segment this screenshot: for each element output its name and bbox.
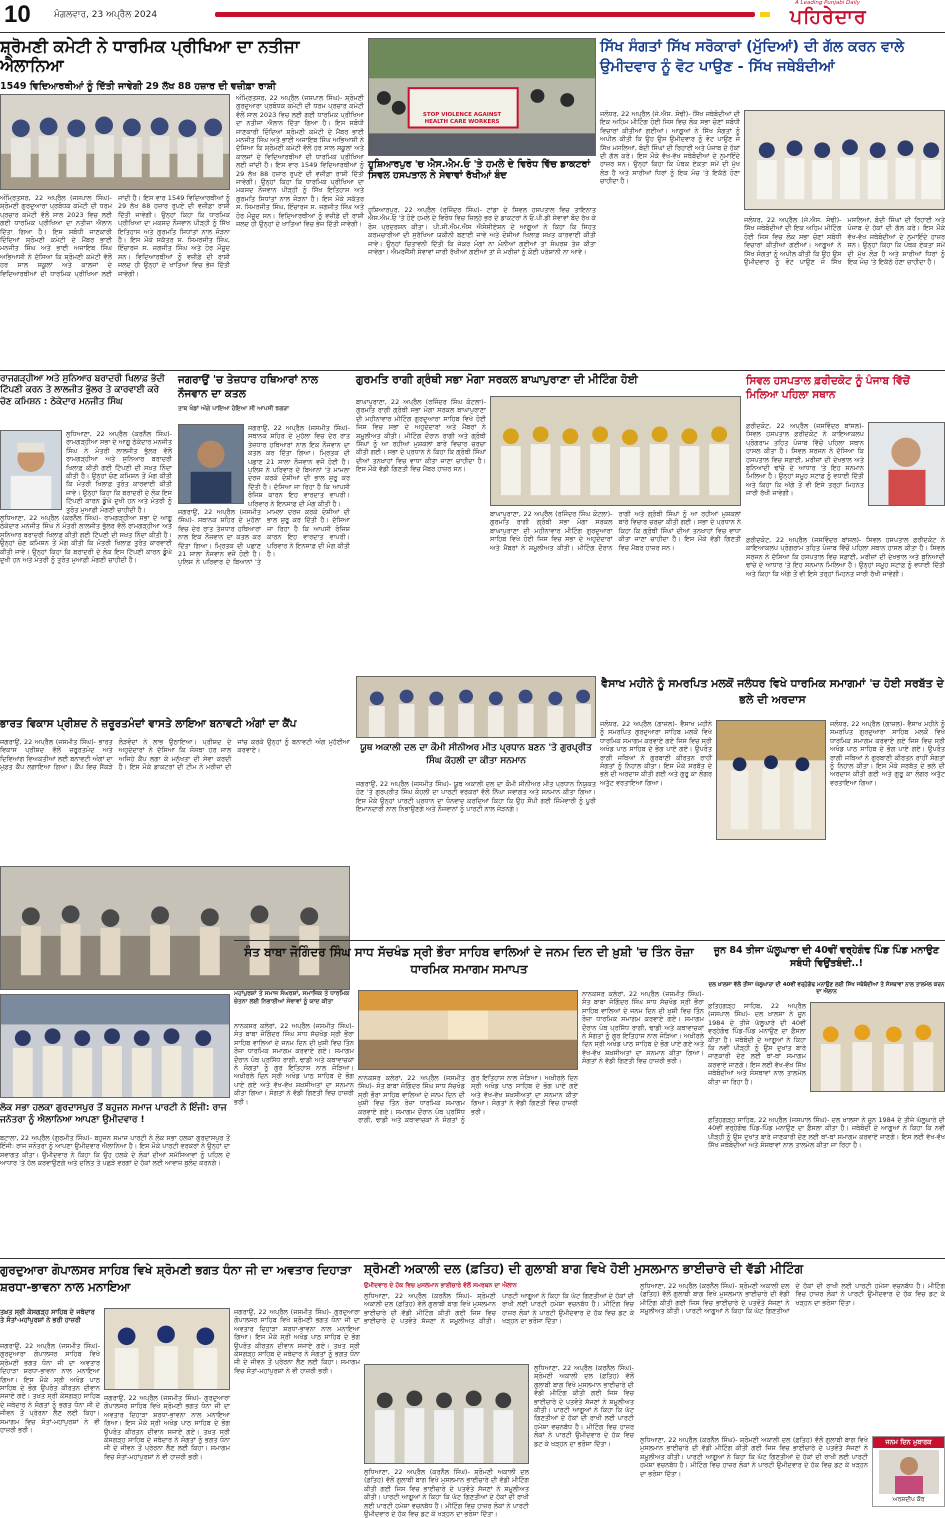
row-divider-1 — [0, 370, 945, 371]
article-body: ਹੁਸ਼ਿਆਰਪੁਰ, 22 ਅਪ੍ਰੈਲ (ਰਜਿੰਦਰ ਸਿੰਘ)- ਟਾਂਡਾ ਦੇ ਸਿਵਲ ਹਸਪਤਾਲ ਵਿਚ ਤਾਇਨਾਤ ਐਸ.ਐਮ.ਓ 'ਤੇ ਹੋਏ ਹਮਲੇ ਦੇ ਵਿਰੋਧ ਵਿਚ ਜ਼ਿਲ੍ਹੇ ਭਰ ਦੇ ਡਾਕਟਰਾਂ ਨੇ ਓ.ਪੀ.ਡੀ ਸੇਵਾਵਾਂ ਬੰਦ ਰੱਖ ਕੇ ਰੋਸ ਪ੍ਰਦਰਸ਼ਨ ਕੀਤਾ। ਪੀ.ਸੀ.ਐਮ.ਐਸ ਐਸੋਸੀਏਸ਼ਨ ਦੇ ਆਗੂਆਂ ਨੇ ਕਿਹਾ ਕਿ ਸਿਹਤ ਕਰਮਚਾਰੀਆਂ ਦੀ ਸੁਰੱਖਿਆ ਯਕੀਨੀ ਬਣਾਈ ਜਾਵੇ ਅਤੇ ਦੋਸ਼ੀਆਂ ਖਿਲਾਫ਼ ਸਖ਼ਤ ਕਾਰਵਾਈ ਕੀਤੀ ਜਾਵੇ। ਉਨ੍ਹਾਂ ਚਿਤਾਵਨੀ ਦਿੱਤੀ ਕਿ ਜੇਕਰ ਮੰਗਾਂ ਨਾ ਮੰਨੀਆਂ ਗਈਆਂ ਤਾਂ ਸੰਘਰਸ਼ ਤੇਜ਼ ਕੀਤਾ ਜਾਵੇਗਾ। ਐਮਰਜੈਂਸੀ ਸੇਵਾਵਾਂ ਜਾਰੀ ਰੱਖੀਆਂ ਗਈਆਂ ਤਾਂ ਜੋ ਮਰੀਜ਼ਾਂ ਨੂੰ ਕੋਈ ਪਰੇਸ਼ਾਨੀ ਨਾ ਆਵੇ। — [368, 206, 596, 257]
article-headline: ਗੁਰਮਤਿ ਰਾਗੀ ਗ੍ਰੰਥੀ ਸਭਾ ਮੋਗਾ ਸਰਕਲ ਬਾਘਾਪੁਰਾਣਾ ਦੀ ਮੀਟਿੰਗ ਹੋਈ — [356, 373, 638, 386]
article-headline: ਜੂਨ 84 ਤੀਜਾ ਘੱਲੂਘਾਰਾ ਦੀ 40ਵੀਂ ਵਰ੍ਹੇਗੰਢ ਪਿੰਡ ਪਿੰਡ ਮਨਾਉਣ ਸਬੰਧੀ ਵਿਉਂਤਬੰਦੀ..! — [713, 945, 940, 970]
article-headline: ਵੈਸਾਖ ਮਹੀਨੇ ਨੂੰ ਸਮਰਪਿਤ ਮਲਕੋਂ ਜਲੰਧਰ ਵਿਖੇ ਧਾਰਮਿਕ ਸਮਾਗਮਾਂ 'ਚ ਹੋਈ ਸਰਬੱਤ ਦੇ ਭਲੇ ਦੀ ਅਰਦਾਸ — [601, 677, 944, 706]
article-vaisakh-malkon — [600, 676, 945, 938]
article-subhead: ਉਮੀਦਵਾਰ ਦੇ ਹੱਕ ਵਿਚ ਮੁਸਲਮਾਨ ਭਾਈਚਾਰੇ ਵੱਲੋਂ ਸਮਰਥਨ ਦਾ ਐਲਾਨ — [364, 1282, 517, 1289]
article-body-continued-2: ਜਗਰਾਉਂ, 22 ਅਪ੍ਰੈਲ (ਜਸਮੀਤ ਸਿੰਘ)- ਗੁਰਦੁਆਰਾ ਗੋਪਾਲਸਰ ਸਾਹਿਬ ਵਿਖੇ ਸ਼੍ਰੋਮਣੀ ਭਗਤ ਧੰਨਾ ਜੀ ਦਾ ਅਵਤਾਰ ਦਿਹਾੜਾ ਸ਼ਰਧਾ-ਭਾਵਨਾ ਨਾਲ ਮਨਾਇਆ ਗਿਆ। ਇਸ ਮੌਕੇ ਸ੍ਰੀ ਅਖੰਡ ਪਾਠ ਸਾਹਿਬ ਦੇ ਭੋਗ ਉਪਰੰਤ ਕੀਰਤਨ ਦੀਵਾਨ ਸਜਾਏ ਗਏ। ਤਖ਼ਤ ਸ੍ਰੀ ਕੇਸਗੜ੍ਹ ਸਾਹਿਬ ਦੇ ਜਥੇਦਾਰ ਨੇ ਸੰਗਤਾਂ ਨੂੰ ਭਗਤ ਧੰਨਾ ਜੀ ਦੇ ਜੀਵਨ ਤੋਂ ਪ੍ਰੇਰਨਾ ਲੈਣ ਲਈ ਕਿਹਾ। ਸਮਾਗਮ ਵਿਚ ਸੰਤਾਂ-ਮਹਾਂਪੁਰਸ਼ਾਂ ਨੇ ਵੀ ਹਾਜ਼ਰੀ ਭਰੀ। — [234, 1308, 360, 1375]
article-headline: ਗੁਰਦੁਆਰਾ ਗੋਪਾਲਸਰ ਸਾਹਿਬ ਵਿਖੇ ਸ਼੍ਰੋਮਣੀ ਭਗਤ ਧੰਨਾ ਜੀ ਦਾ ਅਵਤਾਰ ਦਿਹਾੜਾ ਸ਼ਰਧਾ-ਭਾਵਨਾ ਨਾਲ ਮਨਾਇਆ — [0, 1263, 352, 1295]
masthead-tagline: A Leading Punjabi Daily — [795, 0, 860, 6]
masthead-stripe-yellow — [760, 12, 770, 17]
meeting-photo-1 — [744, 110, 945, 210]
ardas-photo — [716, 720, 826, 840]
article-body-continued: ਅੰਮ੍ਰਿਤਸਰ, 22 ਅਪ੍ਰੈਲ (ਜਸਪਾਲ ਸਿੰਘ)- ਸ਼੍ਰੋਮਣੀ ਗੁਰਦੁਆਰਾ ਪ੍ਰਬੰਧਕ ਕਮੇਟੀ ਦੀ ਧਰਮ ਪ੍ਰਚਾਰ ਕਮੇਟੀ ਵੱਲੋਂ ਸਾਲ 2023 ਵਿਚ ਲਈ ਗਈ ਧਾਰਮਿਕ ਪ੍ਰੀਖਿਆ ਦਾ ਨਤੀਜਾ ਐਲਾਨ ਦਿੱਤਾ ਗਿਆ ਹੈ। ਇਸ ਸਬੰਧੀ ਜਾਣਕਾਰੀ ਦਿੰਦਿਆਂ ਸ਼੍ਰੋਮਣੀ ਕਮੇਟੀ ਦੇ ਮੈਂਬਰ ਭਾਈ ਮਨਜੀਤ ਸਿੰਘ ਅਤੇ ਭਾਈ ਅਜਾਇਬ ਸਿੰਘ ਅਭਿਆਸੀ ਨੇ ਦੱਸਿਆ ਕਿ ਸ਼੍ਰੋਮਣੀ ਕਮੇਟੀ ਵੱਲੋਂ ਹਰ ਸਾਲ ਸਕੂਲਾਂ ਅਤੇ ਕਾਲਜਾਂ ਦੇ ਵਿਦਿਆਰਥੀਆਂ ਦੀ ਧਾਰਮਿਕ ਪ੍ਰੀਖਿਆ ਲਈ ਜਾਂਦੀ ਹੈ। ਇਸ ਵਾਰ 1549 ਵਿਦਿਆਰਥੀਆਂ ਨੂੰ 29 ਲੱਖ 88 ਹਜ਼ਾਰ ਰੁਪਏ ਦੀ ਵਜ਼ੀਫ਼ਾ ਰਾਸ਼ੀ ਦਿੱਤੀ ਜਾਵੇਗੀ। ਉਨ੍ਹਾਂ ਕਿਹਾ ਕਿ ਧਾਰਮਿਕ ਪ੍ਰੀਖਿਆ ਦਾ ਮਕਸਦ ਨੌਜਵਾਨ ਪੀੜ੍ਹੀ ਨੂੰ ਸਿੱਖ ਇਤਿਹਾਸ ਅਤੇ ਗੁਰਮਤਿ ਸਿਧਾਂਤਾਂ ਨਾਲ ਜੋੜਨਾ ਹੈ। ਇਸ ਮੌਕੇ ਸਕੱਤਰ ਸ. ਸਿਮਰਜੀਤ ਸਿੰਘ, ਇੰਚਾਰਜ ਸ. ਜਗਜੀਤ ਸਿੰਘ ਅਤੇ ਹੋਰ ਮੌਜੂਦ ਸਨ। ਵਿਦਿਆਰਥੀਆਂ ਨੂੰ ਵਜ਼ੀਫ਼ੇ ਦੀ ਰਾਸ਼ੀ ਜਲਦ ਹੀ ਉਨ੍ਹਾਂ ਦੇ ਖਾਤਿਆਂ ਵਿਚ ਭੇਜ ਦਿੱਤੀ ਜਾਵੇਗੀ। — [236, 94, 364, 229]
article-akali-dal-fateh — [364, 1261, 945, 1518]
article-subhead: ਤਾਬ ਖੰਡਾਂ ਅੱਗੇ ਪਾਇਆ ਹੋਇਆ ਸੀ ਆਪਸੀ ਝਗੜਾ — [178, 405, 290, 413]
muslim-community-meeting-photo — [364, 1364, 529, 1464]
article-youth-akali-dal — [356, 676, 596, 866]
article-headline: ਲੋਕ ਸਭਾ ਹਲਕਾ ਗੁਰਦਾਸਪੁਰ ਤੋਂ ਬਹੁਜਨ ਸਮਾਜ ਪਾਰਟੀ ਨੇ ਇੰਜੀ: ਰਾਜ ਜਨੋਤਰਾ ਨੂੰ ਐਲਾਨਿਆ ਆਪਣਾ ਉਮੀਦਵਾਰ ! — [0, 1103, 227, 1126]
article-ramgarhia-tippani — [0, 374, 172, 714]
gopalsar-photo — [104, 1308, 230, 1390]
row-divider-3 — [0, 1258, 945, 1259]
article-body-continued: ਲੁਧਿਆਣਾ, 22 ਅਪ੍ਰੈਲ (ਕਰਨੈਲ ਸਿੰਘ)- ਸ਼੍ਰੋਮਣੀ ਅਕਾਲੀ ਦਲ (ਫ਼ਤਿਹ) ਵੱਲੋਂ ਗੁਲਾਬੀ ਬਾਗ ਵਿਖੇ ਮੁਸਲਮਾਨ ਭਾਈਚਾਰੇ ਦੀ ਵੱਡੀ ਮੀਟਿੰਗ ਕੀਤੀ ਗਈ ਜਿਸ ਵਿਚ ਭਾਈਚਾਰੇ ਦੇ ਪਤਵੰਤੇ ਸੱਜਣਾਂ ਨੇ ਸ਼ਮੂਲੀਅਤ ਕੀਤੀ। ਪਾਰਟੀ ਆਗੂਆਂ ਨੇ ਕਿਹਾ ਕਿ ਘੱਟ ਗਿਣਤੀਆਂ ਦੇ ਹੱਕਾਂ ਦੀ ਰਾਖੀ ਲਈ ਪਾਰਟੀ ਹਮੇਸ਼ਾ ਵਚਨਬੱਧ ਹੈ। ਮੀਟਿੰਗ ਵਿਚ ਹਾਜ਼ਰ ਲੋਕਾਂ ਨੇ ਪਾਰਟੀ ਉਮੀਦਵਾਰ ਦੇ ਹੱਕ ਵਿਚ ਡਟ ਕੇ ਖੜ੍ਹਨ ਦਾ ਭਰੋਸਾ ਦਿੱਤਾ। — [534, 1364, 634, 1448]
group-photo-committee — [0, 94, 230, 190]
birthday-name: ਅਰਸ਼ਦੀਪ ਕੌਰ — [892, 1496, 925, 1503]
article-body-continued-2: ਨਾਨਕਸਰ ਕਲੇਰਾਂ, 22 ਅਪ੍ਰੈਲ (ਜਸਮੀਤ ਸਿੰਘ)- ਸੰਤ ਬਾਬਾ ਜੋਗਿੰਦਰ ਸਿੰਘ ਸਾਧ ਸੱਚਖੰਡ ਸ੍ਰੀ ਭੌਰਾ ਸਾਹਿਬ ਵਾਲਿਆਂ ਦੇ ਜਨਮ ਦਿਨ ਦੀ ਖ਼ੁਸ਼ੀ ਵਿਚ ਤਿੰਨ ਰੋਜ਼ਾ ਧਾਰਮਿਕ ਸਮਾਗਮ ਕਰਵਾਏ ਗਏ। ਸਮਾਗਮ ਦੌਰਾਨ ਪੰਥ ਪ੍ਰਸਿੱਧ ਰਾਗੀ, ਢਾਡੀ ਅਤੇ ਕਥਾਵਾਚਕਾਂ ਨੇ ਸੰਗਤਾਂ ਨੂੰ ਗੁਰ ਇਤਿਹਾਸ ਨਾਲ ਜੋੜਿਆ। ਅਖ਼ੀਰਲੇ ਦਿਨ ਸ੍ਰੀ ਅਖੰਡ ਪਾਠ ਸਾਹਿਬ ਦੇ ਭੋਗ ਪਾਏ ਗਏ ਅਤੇ ਵੱਖ-ਵੱਖ ਸ਼ਖ਼ਸੀਅਤਾਂ ਦਾ ਸਨਮਾਨ ਕੀਤਾ ਗਿਆ। ਸੰਗਤਾਂ ਨੇ ਵੱਡੀ ਗਿਣਤੀ ਵਿਚ ਹਾਜ਼ਰੀ ਭਰੀ। — [582, 990, 704, 1066]
article-body-continued: ਨਾਨਕਸਰ ਕਲੇਰਾਂ, 22 ਅਪ੍ਰੈਲ (ਜਸਮੀਤ ਸਿੰਘ)- ਸੰਤ ਬਾਬਾ ਜੋਗਿੰਦਰ ਸਿੰਘ ਸਾਧ ਸੱਚਖੰਡ ਸ੍ਰੀ ਭੌਰਾ ਸਾਹਿਬ ਵਾਲਿਆਂ ਦੇ ਜਨਮ ਦਿਨ ਦੀ ਖ਼ੁਸ਼ੀ ਵਿਚ ਤਿੰਨ ਰੋਜ਼ਾ ਧਾਰਮਿਕ ਸਮਾਗਮ ਕਰਵਾਏ ਗਏ। ਸਮਾਗਮ ਦੌਰਾਨ ਪੰਥ ਪ੍ਰਸਿੱਧ ਰਾਗੀ, ਢਾਡੀ ਅਤੇ ਕਥਾਵਾਚਕਾਂ ਨੇ ਸੰਗਤਾਂ ਨੂੰ ਗੁਰ ਇਤਿਹਾਸ ਨਾਲ ਜੋੜਿਆ। ਅਖ਼ੀਰਲੇ ਦਿਨ ਸ੍ਰੀ ਅਖੰਡ ਪਾਠ ਸਾਹਿਬ ਦੇ ਭੋਗ ਪਾਏ ਗਏ ਅਤੇ ਵੱਖ-ਵੱਖ ਸ਼ਖ਼ਸੀਅਤਾਂ ਦਾ ਸਨਮਾਨ ਕੀਤਾ ਗਿਆ। ਸੰਗਤਾਂ ਨੇ ਵੱਡੀ ਗਿਣਤੀ ਵਿਚ ਹਾਜ਼ਰੀ ਭਰੀ। — [358, 1074, 578, 1125]
article-ragi-granthi-sabha — [356, 374, 741, 672]
article-body-continued: ਫ਼ਤਿਹਗੜ੍ਹ ਸਾਹਿਬ, 22 ਅਪ੍ਰੈਲ (ਜਸਪਾਲ ਸਿੰਘ)- ਦਲ ਖ਼ਾਲਸਾ ਨੇ ਜੂਨ 1984 ਦੇ ਤੀਜੇ ਘੱਲੂਘਾਰੇ ਦੀ 40ਵੀਂ ਵਰ੍ਹੇਗੰਢ ਪਿੰਡ-ਪਿੰਡ ਮਨਾਉਣ ਦਾ ਫ਼ੈਸਲਾ ਕੀਤਾ ਹੈ। ਜਥੇਬੰਦੀ ਦੇ ਆਗੂਆਂ ਨੇ ਕਿਹਾ ਕਿ ਨਵੀਂ ਪੀੜ੍ਹੀ ਨੂੰ ਉਸ ਦੁਖਾਂਤ ਬਾਰੇ ਜਾਣਕਾਰੀ ਦੇਣ ਲਈ ਥਾਂ-ਥਾਂ ਸਮਾਗਮ ਕਰਵਾਏ ਜਾਣਗੇ। ਇਸ ਲਈ ਵੱਖ-ਵੱਖ ਸਿੱਖ ਜਥੇਬੰਦੀਆਂ ਅਤੇ ਸੰਸਥਾਵਾਂ ਨਾਲ ਤਾਲਮੇਲ ਕੀਤਾ ਜਾ ਰਿਹਾ ਹੈ। — [708, 1116, 945, 1150]
article-body: ਜਗਰਾਉਂ, 22 ਅਪ੍ਰੈਲ (ਜਸਮੀਤ ਸਿੰਘ)- ਭਾਰਤ ਵਿਕਾਸ ਪ੍ਰੀਸ਼ਦ ਵੱਲੋਂ ਜ਼ਰੂਰਤਮੰਦ ਅਤੇ ਦਿਵਿਆਂਗ ਵਿਅਕਤੀਆਂ ਲਈ ਬਨਾਵਟੀ ਅੰਗਾਂ ਦਾ ਮੁਫ਼ਤ ਕੈਂਪ ਲਗਾਇਆ ਗਿਆ। ਕੈਂਪ ਵਿਚ ਸੈਂਕੜੇ ਲੋੜਵੰਦਾਂ ਨੇ ਲਾਭ ਉਠਾਇਆ। ਪ੍ਰੀਸ਼ਦ ਦੇ ਅਹੁਦੇਦਾਰਾਂ ਨੇ ਦੱਸਿਆ ਕਿ ਸੰਸਥਾ ਹਰ ਸਾਲ ਅਜਿਹੇ ਕੈਂਪ ਲਗਾ ਕੇ ਮਨੁੱਖਤਾ ਦੀ ਸੇਵਾ ਕਰਦੀ ਹੈ। ਇਸ ਮੌਕੇ ਡਾਕਟਰਾਂ ਦੀ ਟੀਮ ਨੇ ਮਰੀਜ਼ਾਂ ਦੀ ਜਾਂਚ ਕਰਕੇ ਉਨ੍ਹਾਂ ਨੂੰ ਬਨਾਵਟੀ ਅੰਗ ਮੁਹੱਈਆ ਕਰਵਾਏ। — [0, 738, 350, 772]
article-body-continued: ਫ਼ਰੀਦਕੋਟ, 22 ਅਪ੍ਰੈਲ (ਜਸਵਿੰਦਰ ਬਾਂਸਲ)- ਸਿਵਲ ਹਸਪਤਾਲ ਫ਼ਰੀਦਕੋਟ ਨੇ ਕਾਇਆਕਲਪ ਪ੍ਰੋਗਰਾਮ ਤਹਿਤ ਪੰਜਾਬ ਵਿੱਚੋਂ ਪਹਿਲਾ ਸਥਾਨ ਹਾਸਲ ਕੀਤਾ ਹੈ। ਸਿਵਲ ਸਰਜਨ ਨੇ ਦੱਸਿਆ ਕਿ ਹਸਪਤਾਲ ਵਿਚ ਸਫ਼ਾਈ, ਮਰੀਜ਼ਾਂ ਦੀ ਦੇਖਭਾਲ ਅਤੇ ਬੁਨਿਆਦੀ ਢਾਂਚੇ ਦੇ ਆਧਾਰ 'ਤੇ ਇਹ ਸਨਮਾਨ ਮਿਲਿਆ ਹੈ। ਉਨ੍ਹਾਂ ਸਮੂਹ ਸਟਾਫ਼ ਨੂੰ ਵਧਾਈ ਦਿੱਤੀ ਅਤੇ ਕਿਹਾ ਕਿ ਅੱਗੇ ਤੋਂ ਵੀ ਇਸੇ ਤਰ੍ਹਾਂ ਮਿਹਨਤ ਜਾਰੀ ਰੱਖੀ ਜਾਵੇਗੀ। — [746, 536, 945, 578]
article-body: ਜਗਰਾਉਂ, 22 ਅਪ੍ਰੈਲ (ਜਸਮੀਤ ਸਿੰਘ)- ਗੁਰਦੁਆਰਾ ਗੋਪਾਲਸਰ ਸਾਹਿਬ ਵਿਖੇ ਸ਼੍ਰੋਮਣੀ ਭਗਤ ਧੰਨਾ ਜੀ ਦਾ ਅਵਤਾਰ ਦਿਹਾੜਾ ਸ਼ਰਧਾ-ਭਾਵਨਾ ਨਾਲ ਮਨਾਇਆ ਗਿਆ। ਇਸ ਮੌਕੇ ਸ੍ਰੀ ਅਖੰਡ ਪਾਠ ਸਾਹਿਬ ਦੇ ਭੋਗ ਉਪਰੰਤ ਕੀਰਤਨ ਦੀਵਾਨ ਸਜਾਏ ਗਏ। ਤਖ਼ਤ ਸ੍ਰੀ ਕੇਸਗੜ੍ਹ ਸਾਹਿਬ ਦੇ ਜਥੇਦਾਰ ਨੇ ਸੰਗਤਾਂ ਨੂੰ ਭਗਤ ਧੰਨਾ ਜੀ ਦੇ ਜੀਵਨ ਤੋਂ ਪ੍ਰੇਰਨਾ ਲੈਣ ਲਈ ਕਿਹਾ। ਸਮਾਗਮ ਵਿਚ ਸੰਤਾਂ-ਮਹਾਂਪੁਰਸ਼ਾਂ ਨੇ ਵੀ ਹਾਜ਼ਰੀ ਭਰੀ। — [0, 1342, 100, 1435]
article-body-continued-4: ਲੁਧਿਆਣਾ, 22 ਅਪ੍ਰੈਲ (ਕਰਨੈਲ ਸਿੰਘ)- ਸ਼੍ਰੋਮਣੀ ਅਕਾਲੀ ਦਲ (ਫ਼ਤਿਹ) ਵੱਲੋਂ ਗੁਲਾਬੀ ਬਾਗ ਵਿਖੇ ਮੁਸਲਮਾਨ ਭਾਈਚਾਰੇ ਦੀ ਵੱਡੀ ਮੀਟਿੰਗ ਕੀਤੀ ਗਈ ਜਿਸ ਵਿਚ ਭਾਈਚਾਰੇ ਦੇ ਪਤਵੰਤੇ ਸੱਜਣਾਂ ਨੇ ਸ਼ਮੂਲੀਅਤ ਕੀਤੀ। ਪਾਰਟੀ ਆਗੂਆਂ ਨੇ ਕਿਹਾ ਕਿ ਘੱਟ ਗਿਣਤੀਆਂ ਦੇ ਹੱਕਾਂ ਦੀ ਰਾਖੀ ਲਈ ਪਾਰਟੀ ਹਮੇਸ਼ਾ ਵਚਨਬੱਧ ਹੈ। ਮੀਟਿੰਗ ਵਿਚ ਹਾਜ਼ਰ ਲੋਕਾਂ ਨੇ ਪਾਰਟੀ ਉਮੀਦਵਾਰ ਦੇ ਹੱਕ ਵਿਚ ਡਟ ਕੇ ਖੜ੍ਹਨ ਦਾ ਭਰੋਸਾ ਦਿੱਤਾ। — [640, 1436, 868, 1478]
article-body-continued: ਲੁਧਿਆਣਾ, 22 ਅਪ੍ਰੈਲ (ਕਰਨੈਲ ਸਿੰਘ)- ਰਾਮਗੜ੍ਹੀਆ ਸਭਾ ਦੇ ਆਗੂ ਠੇਕੇਦਾਰ ਮਨਜੀਤ ਸਿੰਘ ਨੇ ਮੰਤਰੀ ਲਾਲਜੀਤ ਭੁੱਲਰ ਵੱਲੋਂ ਰਾਮਗੜ੍ਹੀਆ ਅਤੇ ਸੁਨਿਆਰ ਬਰਾਦਰੀ ਖਿਲਾਫ਼ ਕੀਤੀ ਗਈ ਟਿੱਪਣੀ ਦੀ ਸਖ਼ਤ ਨਿੰਦਾ ਕੀਤੀ ਹੈ। ਉਨ੍ਹਾਂ ਚੋਣ ਕਮਿਸ਼ਨ ਤੋਂ ਮੰਗ ਕੀਤੀ ਕਿ ਮੰਤਰੀ ਖਿਲਾਫ਼ ਤੁਰੰਤ ਕਾਰਵਾਈ ਕੀਤੀ ਜਾਵੇ। ਉਨ੍ਹਾਂ ਕਿਹਾ ਕਿ ਬਰਾਦਰੀ ਦੇ ਲੋਕ ਇਸ ਟਿੱਪਣੀ ਕਾਰਨ ਡੂੰਘੇ ਦੁਖੀ ਹਨ ਅਤੇ ਮੰਤਰੀ ਨੂੰ ਤੁਰੰਤ ਮੁਆਫ਼ੀ ਮੰਗਣੀ ਚਾਹੀਦੀ ਹੈ। — [0, 514, 172, 565]
article-body: ਜਗਰਾਉਂ, 22 ਅਪ੍ਰੈਲ (ਜਸਮੀਤ ਸਿੰਘ)- ਯੂਥ ਅਕਾਲੀ ਦਲ ਦਾ ਕੌਮੀ ਸੀਨੀਅਰ ਮੀਤ ਪ੍ਰਧਾਨ ਨਿਯੁਕਤ ਹੋਣ 'ਤੇ ਗੁਰਪ੍ਰੀਤ ਸਿੰਘ ਕੋਹਲੀ ਦਾ ਪਾਰਟੀ ਵਰਕਰਾਂ ਵੱਲੋਂ ਨਿੱਘਾ ਸਵਾਗਤ ਅਤੇ ਸਨਮਾਨ ਕੀਤਾ ਗਿਆ। ਇਸ ਮੌਕੇ ਉਨ੍ਹਾਂ ਪਾਰਟੀ ਪ੍ਰਧਾਨ ਦਾ ਧੰਨਵਾਦ ਕਰਦਿਆਂ ਕਿਹਾ ਕਿ ਉਹ ਸੌਂਪੀ ਗਈ ਜ਼ਿੰਮੇਵਾਰੀ ਨੂੰ ਪੂਰੀ ਇਮਾਨਦਾਰੀ ਨਾਲ ਨਿਭਾਉਣਗੇ ਅਤੇ ਨੌਜਵਾਨਾਂ ਨੂੰ ਪਾਰਟੀ ਨਾਲ ਜੋੜਨਗੇ। — [356, 780, 596, 814]
article-body: ਜਲੰਧਰ, 22 ਅਪ੍ਰੈਲ (ਜੇ.ਐਸ. ਸੋਢੀ)- ਸਿੱਖ ਜਥੇਬੰਦੀਆਂ ਦੀ ਇਕ ਅਹਿਮ ਮੀਟਿੰਗ ਹੋਈ ਜਿਸ ਵਿਚ ਲੋਕ ਸਭਾ ਚੋਣਾਂ ਸਬੰਧੀ ਵਿਚਾਰਾਂ ਕੀਤੀਆਂ ਗਈਆਂ। ਆਗੂਆਂ ਨੇ ਸਿੱਖ ਸੰਗਤਾਂ ਨੂੰ ਅਪੀਲ ਕੀਤੀ ਕਿ ਉਹ ਉਸ ਉਮੀਦਵਾਰ ਨੂੰ ਵੋਟ ਪਾਉਣ ਜੋ ਸਿੱਖ ਮਸਲਿਆਂ, ਬੰਦੀ ਸਿੰਘਾਂ ਦੀ ਰਿਹਾਈ ਅਤੇ ਪੰਜਾਬ ਦੇ ਹੱਕਾਂ ਦੀ ਗੱਲ ਕਰੇ। ਇਸ ਮੌਕੇ ਵੱਖ-ਵੱਖ ਜਥੇਬੰਦੀਆਂ ਦੇ ਨੁਮਾਇੰਦੇ ਹਾਜ਼ਰ ਸਨ। ਉਨ੍ਹਾਂ ਕਿਹਾ ਕਿ ਪੰਥਕ ਏਕਤਾ ਸਮੇਂ ਦੀ ਮੁੱਖ ਲੋੜ ਹੈ ਅਤੇ ਸਾਰੀਆਂ ਧਿਰਾਂ ਨੂੰ ਇਕ ਮੰਚ 'ਤੇ ਇਕੱਠੇ ਹੋਣਾ ਚਾਹੀਦਾ ਹੈ। — [600, 110, 740, 186]
article-bhagat-dhanna — [0, 1262, 360, 1507]
article-headline: ਭਾਰਤ ਵਿਕਾਸ ਪ੍ਰੀਸ਼ਦ ਨੇ ਜ਼ਰੂਰਤਮੰਦਾਂ ਵਾਸਤੇ ਲਾਇਆ ਬਨਾਵਟੀ ਅੰਗਾਂ ਦਾ ਕੈਂਪ — [0, 718, 297, 730]
article-subhead: ਮਹਾਂਪੁਰਸ਼ਾਂ ਤੇ ਸਮਾਜ ਸੰਘਰਸ਼ਾਂ, ਸਮਾਜਿਕ ਤੇ ਧਾਰਮਿਕ ਚੇਤਨਾ ਲਈ ਨਿਭਾਈਆਂ ਸੇਵਾਵਾਂ ਨੂੰ ਯਾਦ ਕੀਤਾ — [234, 990, 350, 1005]
article-civil-hospital-faridkot — [746, 374, 945, 672]
article-subhead: ਦਲ ਖ਼ਾਲਸਾ ਵੱਲੋਂ ਤੀਜਾ ਘੱਲੂਘਾਰਾ ਦੀ 40ਵੀਂ ਵਰ੍ਹੇਗੰਢ ਮਨਾਉਣ ਲਈ ਸਿੱਖ ਜਥੇਬੰਦੀਆਂ ਤੇ ਸੰਸਥਾਵਾਂ ਨਾਲ ਤਾਲਮੇਲ ਕਰਨ ਦਾ ਐਲਾਨ — [708, 982, 945, 995]
article-june-84 — [708, 944, 945, 1240]
dal-khalsa-photo — [810, 1002, 945, 1092]
article-body-continued-2: ਲੁਧਿਆਣਾ, 22 ਅਪ੍ਰੈਲ (ਕਰਨੈਲ ਸਿੰਘ)- ਸ਼੍ਰੋਮਣੀ ਅਕਾਲੀ ਦਲ (ਫ਼ਤਿਹ) ਵੱਲੋਂ ਗੁਲਾਬੀ ਬਾਗ ਵਿਖੇ ਮੁਸਲਮਾਨ ਭਾਈਚਾਰੇ ਦੀ ਵੱਡੀ ਮੀਟਿੰਗ ਕੀਤੀ ਗਈ ਜਿਸ ਵਿਚ ਭਾਈਚਾਰੇ ਦੇ ਪਤਵੰਤੇ ਸੱਜਣਾਂ ਨੇ ਸ਼ਮੂਲੀਅਤ ਕੀਤੀ। ਪਾਰਟੀ ਆਗੂਆਂ ਨੇ ਕਿਹਾ ਕਿ ਘੱਟ ਗਿਣਤੀਆਂ ਦੇ ਹੱਕਾਂ ਦੀ ਰਾਖੀ ਲਈ ਪਾਰਟੀ ਹਮੇਸ਼ਾ ਵਚਨਬੱਧ ਹੈ। ਮੀਟਿੰਗ ਵਿਚ ਹਾਜ਼ਰ ਲੋਕਾਂ ਨੇ ਪਾਰਟੀ ਉਮੀਦਵਾਰ ਦੇ ਹੱਕ ਵਿਚ ਡਟ ਕੇ ਖੜ੍ਹਨ ਦਾ ਭਰੋਸਾ ਦਿੱਤਾ। — [640, 1282, 945, 1316]
article-subhead: 1549 ਵਿਦਿਆਰਥੀਆਂ ਨੂੰ ਦਿੱਤੀ ਜਾਵੇਗੀ 29 ਲੱਖ 88 ਹਜ਼ਾਰ ਦੀ ਵਜ਼ੀਫ਼ਾ ਰਾਸ਼ੀ — [0, 80, 276, 92]
article-bsp-gurdaspur — [0, 994, 230, 1256]
article-headline: ਸੰਤ ਬਾਬਾ ਜੋਗਿੰਦਰ ਸਿੰਘ ਸਾਧ ਸੱਚਖੰਡ ਸ੍ਰੀ ਭੌਰਾ ਸਾਹਿਬ ਵਾਲਿਆਂ ਦੇ ਜਨਮ ਦਿਨ ਦੀ ਖ਼ੁਸ਼ੀ 'ਚ ਤਿੰਨ ਰੋਜ਼ਾ ਧਾਰਮਿਕ ਸਮਾਗਮ ਸਮਾਪਤ — [244, 945, 694, 976]
masthead-divider — [0, 32, 945, 33]
row-divider-2 — [234, 940, 945, 941]
honour-photo — [356, 676, 596, 738]
article-headline: ਸਿਵਲ ਹਸਪਤਾਲ ਫ਼ਰੀਦਕੋਟ ਨੂੰ ਪੰਜਾਬ ਵਿੱਚੋਂ ਮਿਲਿਆ ਪਹਿਲਾ ਸਥਾਨ — [746, 375, 910, 402]
paper-name-logo: ਪਹਿਰੇਦਾਰ — [790, 6, 867, 28]
bsp-candidate-photo — [0, 994, 230, 1098]
birthday-box — [872, 1436, 945, 1507]
article-body-continued: ਜਲੰਧਰ, 22 ਅਪ੍ਰੈਲ (ਗਾਜ਼ਲ)- ਵੈਸਾਖ ਮਹੀਨੇ ਨੂੰ ਸਮਰਪਿਤ ਗੁਰਦੁਆਰਾ ਸਾਹਿਬ ਮਲਕੋਂ ਵਿਖੇ ਧਾਰਮਿਕ ਸਮਾਗਮ ਕਰਵਾਏ ਗਏ ਜਿਸ ਵਿਚ ਸ੍ਰੀ ਅਖੰਡ ਪਾਠ ਸਾਹਿਬ ਦੇ ਭੋਗ ਪਾਏ ਗਏ। ਉਪਰੰਤ ਰਾਗੀ ਜਥਿਆਂ ਨੇ ਗੁਰਬਾਣੀ ਕੀਰਤਨ ਰਾਹੀਂ ਸੰਗਤਾਂ ਨੂੰ ਨਿਹਾਲ ਕੀਤਾ। ਇਸ ਮੌਕੇ ਸਰਬੱਤ ਦੇ ਭਲੇ ਦੀ ਅਰਦਾਸ ਕੀਤੀ ਗਈ ਅਤੇ ਗੁਰੂ ਕਾ ਲੰਗਰ ਅਤੁੱਟ ਵਰਤਾਇਆ ਗਿਆ। — [830, 720, 945, 787]
protest-banner-text: STOP VIOLENCE AGAINST HEALTH CARE WORKERS — [422, 112, 502, 125]
article-headline: ਰਾਜਗੜ੍ਹੀਆ ਅਤੇ ਸੁਨਿਆਰ ਬਰਾਦਰੀ ਖਿਲਾਫ਼ ਭੱਦੀ ਟਿੱਪਣੀ ਕਰਨ ਤੇ ਲਾਲਜੀਤ ਭੁੱਲਰ ਤੇ ਕਾਰਵਾਈ ਕਰੇ ਚੋਣ ਕਮਿਸ਼ਨ : ਠੇਕੇਦਾਰ ਮਨਜੀਤ ਸਿੰਘ — [0, 374, 165, 407]
article-sant-joginder-singh — [234, 944, 704, 1240]
samagam-photo — [358, 990, 578, 1070]
article-hoshiarpur-smo — [368, 38, 596, 368]
page-date: ਮੰਗਲਵਾਰ, 23 ਅਪ੍ਰੈਲ 2024 — [54, 10, 158, 20]
portrait-civil-surgeon — [868, 422, 945, 506]
portrait-manjit-singh — [0, 430, 62, 510]
article-body: ਫ਼ਰੀਦਕੋਟ, 22 ਅਪ੍ਰੈਲ (ਜਸਵਿੰਦਰ ਬਾਂਸਲ)- ਸਿਵਲ ਹਸਪਤਾਲ ਫ਼ਰੀਦਕੋਟ ਨੇ ਕਾਇਆਕਲਪ ਪ੍ਰੋਗਰਾਮ ਤਹਿਤ ਪੰਜਾਬ ਵਿੱਚੋਂ ਪਹਿਲਾ ਸਥਾਨ ਹਾਸਲ ਕੀਤਾ ਹੈ। ਸਿਵਲ ਸਰਜਨ ਨੇ ਦੱਸਿਆ ਕਿ ਹਸਪਤਾਲ ਵਿਚ ਸਫ਼ਾਈ, ਮਰੀਜ਼ਾਂ ਦੀ ਦੇਖਭਾਲ ਅਤੇ ਬੁਨਿਆਦੀ ਢਾਂਚੇ ਦੇ ਆਧਾਰ 'ਤੇ ਇਹ ਸਨਮਾਨ ਮਿਲਿਆ ਹੈ। ਉਨ੍ਹਾਂ ਸਮੂਹ ਸਟਾਫ਼ ਨੂੰ ਵਧਾਈ ਦਿੱਤੀ ਅਤੇ ਕਿਹਾ ਕਿ ਅੱਗੇ ਤੋਂ ਵੀ ਇਸੇ ਤਰ੍ਹਾਂ ਮਿਹਨਤ ਜਾਰੀ ਰੱਖੀ ਜਾਵੇਗੀ। — [746, 422, 864, 498]
article-body: ਬਟਾਲਾ, 22 ਅਪ੍ਰੈਲ (ਗੁਰਮੀਤ ਸਿੰਘ)- ਬਹੁਜਨ ਸਮਾਜ ਪਾਰਟੀ ਨੇ ਲੋਕ ਸਭਾ ਹਲਕਾ ਗੁਰਦਾਸਪੁਰ ਤੋਂ ਇੰਜੀ: ਰਾਜ ਜਨੋਤਰਾ ਨੂੰ ਆਪਣਾ ਉਮੀਦਵਾਰ ਐਲਾਨਿਆ ਹੈ। ਇਸ ਮੌਕੇ ਪਾਰਟੀ ਵਰਕਰਾਂ ਨੇ ਉਨ੍ਹਾਂ ਦਾ ਸਵਾਗਤ ਕੀਤਾ। ਉਮੀਦਵਾਰ ਨੇ ਕਿਹਾ ਕਿ ਉਹ ਹਲਕੇ ਦੇ ਲੋਕਾਂ ਦੀਆਂ ਸਮੱਸਿਆਵਾਂ ਨੂੰ ਪਹਿਲ ਦੇ ਆਧਾਰ 'ਤੇ ਹੱਲ ਕਰਵਾਉਣਗੇ ਅਤੇ ਦਲਿਤ ਤੇ ਪਛੜੇ ਵਰਗਾਂ ਦੇ ਹੱਕਾਂ ਲਈ ਆਵਾਜ਼ ਬੁਲੰਦ ਕਰਨਗੇ। — [0, 1134, 230, 1168]
protest-photo — [368, 38, 596, 156]
article-headline: ਸ਼੍ਰੋਮਣੀ ਅਕਾਲੀ ਦਲ (ਫ਼ਤਿਹ) ਦੀ ਗੁਲਾਬੀ ਬਾਗ ਵਿਖੇ ਹੋਈ ਮੁਸਲਮਾਨ ਭਾਈਚਾਰੇ ਦੀ ਵੱਡੀ ਮੀਟਿੰਗ — [364, 1261, 804, 1276]
article-jagraon-katal — [178, 374, 350, 714]
article-body-continued: ਬਾਘਾਪੁਰਾਣਾ, 22 ਅਪ੍ਰੈਲ (ਰਜਿੰਦਰ ਸਿੰਘ ਕੋਟਲਾ)- ਗੁਰਮਤਿ ਰਾਗੀ ਗ੍ਰੰਥੀ ਸਭਾ ਮੋਗਾ ਸਰਕਲ ਬਾਘਾਪੁਰਾਣਾ ਦੀ ਮਹੀਨਾਵਾਰ ਮੀਟਿੰਗ ਗੁਰਦੁਆਰਾ ਸਾਹਿਬ ਵਿਖੇ ਹੋਈ ਜਿਸ ਵਿਚ ਸਭਾ ਦੇ ਅਹੁਦੇਦਾਰਾਂ ਅਤੇ ਮੈਂਬਰਾਂ ਨੇ ਸ਼ਮੂਲੀਅਤ ਕੀਤੀ। ਮੀਟਿੰਗ ਦੌਰਾਨ ਰਾਗੀ ਅਤੇ ਗ੍ਰੰਥੀ ਸਿੰਘਾਂ ਨੂੰ ਆ ਰਹੀਆਂ ਮੁਸ਼ਕਲਾਂ ਬਾਰੇ ਵਿਚਾਰ ਚਰਚਾ ਕੀਤੀ ਗਈ। ਸਭਾ ਦੇ ਪ੍ਰਧਾਨ ਨੇ ਕਿਹਾ ਕਿ ਗ੍ਰੰਥੀ ਸਿੰਘਾਂ ਦੀਆਂ ਤਨਖ਼ਾਹਾਂ ਵਿਚ ਵਾਧਾ ਕੀਤਾ ਜਾਣਾ ਚਾਹੀਦਾ ਹੈ। ਇਸ ਮੌਕੇ ਵੱਡੀ ਗਿਣਤੀ ਵਿਚ ਮੈਂਬਰ ਹਾਜ਼ਰ ਸਨ। — [490, 510, 741, 552]
article-body-continued-3: ਲੁਧਿਆਣਾ, 22 ਅਪ੍ਰੈਲ (ਕਰਨੈਲ ਸਿੰਘ)- ਸ਼੍ਰੋਮਣੀ ਅਕਾਲੀ ਦਲ (ਫ਼ਤਿਹ) ਵੱਲੋਂ ਗੁਲਾਬੀ ਬਾਗ ਵਿਖੇ ਮੁਸਲਮਾਨ ਭਾਈਚਾਰੇ ਦੀ ਵੱਡੀ ਮੀਟਿੰਗ ਕੀਤੀ ਗਈ ਜਿਸ ਵਿਚ ਭਾਈਚਾਰੇ ਦੇ ਪਤਵੰਤੇ ਸੱਜਣਾਂ ਨੇ ਸ਼ਮੂਲੀਅਤ ਕੀਤੀ। ਪਾਰਟੀ ਆਗੂਆਂ ਨੇ ਕਿਹਾ ਕਿ ਘੱਟ ਗਿਣਤੀਆਂ ਦੇ ਹੱਕਾਂ ਦੀ ਰਾਖੀ ਲਈ ਪਾਰਟੀ ਹਮੇਸ਼ਾ ਵਚਨਬੱਧ ਹੈ। ਮੀਟਿੰਗ ਵਿਚ ਹਾਜ਼ਰ ਲੋਕਾਂ ਨੇ ਪਾਰਟੀ ਉਮੀਦਵਾਰ ਦੇ ਹੱਕ ਵਿਚ ਡਟ ਕੇ ਖੜ੍ਹਨ ਦਾ ਭਰੋਸਾ ਦਿੱਤਾ। — [364, 1468, 529, 1518]
article-headline: ਜਗਰਾਉਂ 'ਚ ਤੇਜ਼ਧਾਰ ਹਥਿਆਰਾਂ ਨਾਲ ਨੌਜਵਾਨ ਦਾ ਕਤਲ — [178, 374, 318, 400]
article-headline: ਯੂਥ ਅਕਾਲੀ ਦਲ ਦਾ ਕੌਮੀ ਸੀਨੀਅਰ ਮੀਤ ਪ੍ਰਧਾਨ ਬਣਨ 'ਤੇ ਗੁਰਪ੍ਰੀਤ ਸਿੰਘ ਕੋਹਲੀ ਦਾ ਕੀਤਾ ਸਨਮਾਨ — [360, 743, 592, 766]
masthead — [0, 0, 945, 30]
article-headline: ਸ਼੍ਰੋਮਣੀ ਕਮੇਟੀ ਨੇ ਧਾਰਮਿਕ ਪ੍ਰੀਖਿਆ ਦਾ ਨਤੀਜਾ ਐਲਾਨਿਆ — [0, 37, 300, 75]
article-body-continued: ਜਗਰਾਉਂ, 22 ਅਪ੍ਰੈਲ (ਜਸਮੀਤ ਸਿੰਘ)- ਗੁਰਦੁਆਰਾ ਗੋਪਾਲਸਰ ਸਾਹਿਬ ਵਿਖੇ ਸ਼੍ਰੋਮਣੀ ਭਗਤ ਧੰਨਾ ਜੀ ਦਾ ਅਵਤਾਰ ਦਿਹਾੜਾ ਸ਼ਰਧਾ-ਭਾਵਨਾ ਨਾਲ ਮਨਾਇਆ ਗਿਆ। ਇਸ ਮੌਕੇ ਸ੍ਰੀ ਅਖੰਡ ਪਾਠ ਸਾਹਿਬ ਦੇ ਭੋਗ ਉਪਰੰਤ ਕੀਰਤਨ ਦੀਵਾਨ ਸਜਾਏ ਗਏ। ਤਖ਼ਤ ਸ੍ਰੀ ਕੇਸਗੜ੍ਹ ਸਾਹਿਬ ਦੇ ਜਥੇਦਾਰ ਨੇ ਸੰਗਤਾਂ ਨੂੰ ਭਗਤ ਧੰਨਾ ਜੀ ਦੇ ਜੀਵਨ ਤੋਂ ਪ੍ਰੇਰਨਾ ਲੈਣ ਲਈ ਕਿਹਾ। ਸਮਾਗਮ ਵਿਚ ਸੰਤਾਂ-ਮਹਾਂਪੁਰਸ਼ਾਂ ਨੇ ਵੀ ਹਾਜ਼ਰੀ ਭਰੀ। — [104, 1394, 230, 1461]
article-body: ਜਲੰਧਰ, 22 ਅਪ੍ਰੈਲ (ਗਾਜ਼ਲ)- ਵੈਸਾਖ ਮਹੀਨੇ ਨੂੰ ਸਮਰਪਿਤ ਗੁਰਦੁਆਰਾ ਸਾਹਿਬ ਮਲਕੋਂ ਵਿਖੇ ਧਾਰਮਿਕ ਸਮਾਗਮ ਕਰਵਾਏ ਗਏ ਜਿਸ ਵਿਚ ਸ੍ਰੀ ਅਖੰਡ ਪਾਠ ਸਾਹਿਬ ਦੇ ਭੋਗ ਪਾਏ ਗਏ। ਉਪਰੰਤ ਰਾਗੀ ਜਥਿਆਂ ਨੇ ਗੁਰਬਾਣੀ ਕੀਰਤਨ ਰਾਹੀਂ ਸੰਗਤਾਂ ਨੂੰ ਨਿਹਾਲ ਕੀਤਾ। ਇਸ ਮੌਕੇ ਸਰਬੱਤ ਦੇ ਭਲੇ ਦੀ ਅਰਦਾਸ ਕੀਤੀ ਗਈ ਅਤੇ ਗੁਰੂ ਕਾ ਲੰਗਰ ਅਤੁੱਟ ਵਰਤਾਇਆ ਗਿਆ। — [600, 720, 712, 787]
article-body-continued: ਜਲੰਧਰ, 22 ਅਪ੍ਰੈਲ (ਜੇ.ਐਸ. ਸੋਢੀ)- ਸਿੱਖ ਜਥੇਬੰਦੀਆਂ ਦੀ ਇਕ ਅਹਿਮ ਮੀਟਿੰਗ ਹੋਈ ਜਿਸ ਵਿਚ ਲੋਕ ਸਭਾ ਚੋਣਾਂ ਸਬੰਧੀ ਵਿਚਾਰਾਂ ਕੀਤੀਆਂ ਗਈਆਂ। ਆਗੂਆਂ ਨੇ ਸਿੱਖ ਸੰਗਤਾਂ ਨੂੰ ਅਪੀਲ ਕੀਤੀ ਕਿ ਉਹ ਉਸ ਉਮੀਦਵਾਰ ਨੂੰ ਵੋਟ ਪਾਉਣ ਜੋ ਸਿੱਖ ਮਸਲਿਆਂ, ਬੰਦੀ ਸਿੰਘਾਂ ਦੀ ਰਿਹਾਈ ਅਤੇ ਪੰਜਾਬ ਦੇ ਹੱਕਾਂ ਦੀ ਗੱਲ ਕਰੇ। ਇਸ ਮੌਕੇ ਵੱਖ-ਵੱਖ ਜਥੇਬੰਦੀਆਂ ਦੇ ਨੁਮਾਇੰਦੇ ਹਾਜ਼ਰ ਸਨ। ਉਨ੍ਹਾਂ ਕਿਹਾ ਕਿ ਪੰਥਕ ਏਕਤਾ ਸਮੇਂ ਦੀ ਮੁੱਖ ਲੋੜ ਹੈ ਅਤੇ ਸਾਰੀਆਂ ਧਿਰਾਂ ਨੂੰ ਇਕ ਮੰਚ 'ਤੇ ਇਕੱਠੇ ਹੋਣਾ ਚਾਹੀਦਾ ਹੈ। — [744, 216, 945, 267]
article-body: ਲੁਧਿਆਣਾ, 22 ਅਪ੍ਰੈਲ (ਕਰਨੈਲ ਸਿੰਘ)- ਸ਼੍ਰੋਮਣੀ ਅਕਾਲੀ ਦਲ (ਫ਼ਤਿਹ) ਵੱਲੋਂ ਗੁਲਾਬੀ ਬਾਗ ਵਿਖੇ ਮੁਸਲਮਾਨ ਭਾਈਚਾਰੇ ਦੀ ਵੱਡੀ ਮੀਟਿੰਗ ਕੀਤੀ ਗਈ ਜਿਸ ਵਿਚ ਭਾਈਚਾਰੇ ਦੇ ਪਤਵੰਤੇ ਸੱਜਣਾਂ ਨੇ ਸ਼ਮੂਲੀਅਤ ਕੀਤੀ। ਪਾਰਟੀ ਆਗੂਆਂ ਨੇ ਕਿਹਾ ਕਿ ਘੱਟ ਗਿਣਤੀਆਂ ਦੇ ਹੱਕਾਂ ਦੀ ਰਾਖੀ ਲਈ ਪਾਰਟੀ ਹਮੇਸ਼ਾ ਵਚਨਬੱਧ ਹੈ। ਮੀਟਿੰਗ ਵਿਚ ਹਾਜ਼ਰ ਲੋਕਾਂ ਨੇ ਪਾਰਟੀ ਉਮੀਦਵਾਰ ਦੇ ਹੱਕ ਵਿਚ ਡਟ ਕੇ ਖੜ੍ਹਨ ਦਾ ਭਰੋਸਾ ਦਿੱਤਾ। — [364, 1292, 634, 1326]
portrait-victim — [178, 424, 244, 504]
article-headline: ਹੁਸ਼ਿਆਰਪੁਰ 'ਚ ਐਸ.ਐਮ.ਓ 'ਤੇ ਹਮਲੇ ਦੇ ਵਿਰੋਧ ਵਿੱਚ ਡਾਕਟਰਾਂ ਸਿਵਲ ਹਸਪਤਾਲ ਨੇ ਸੇਵਾਵਾਂ ਰੱਖੀਆਂ ਬੰਦ — [368, 159, 591, 181]
article-body: ਜਗਰਾਉਂ, 22 ਅਪ੍ਰੈਲ (ਜਸਮੀਤ ਸਿੰਘ)- ਸਥਾਨਕ ਸ਼ਹਿਰ ਦੇ ਮੁਹੱਲਾ ਵਿਚ ਦੇਰ ਰਾਤ ਤੇਜ਼ਧਾਰ ਹਥਿਆਰਾਂ ਨਾਲ ਇਕ ਨੌਜਵਾਨ ਦਾ ਕਤਲ ਕਰ ਦਿੱਤਾ ਗਿਆ। ਮ੍ਰਿਤਕ ਦੀ ਪਛਾਣ 21 ਸਾਲਾ ਨੌਜਵਾਨ ਵਜੋਂ ਹੋਈ ਹੈ। ਪੁਲਿਸ ਨੇ ਪਰਿਵਾਰ ਦੇ ਬਿਆਨਾਂ 'ਤੇ ਮਾਮਲਾ ਦਰਜ ਕਰਕੇ ਦੋਸ਼ੀਆਂ ਦੀ ਭਾਲ ਸ਼ੁਰੂ ਕਰ ਦਿੱਤੀ ਹੈ। ਦੱਸਿਆ ਜਾ ਰਿਹਾ ਹੈ ਕਿ ਆਪਸੀ ਰੰਜਿਸ਼ ਕਾਰਨ ਇਹ ਵਾਰਦਾਤ ਵਾਪਰੀ। ਪਰਿਵਾਰ ਨੇ ਇਨਸਾਫ਼ ਦੀ ਮੰਗ ਕੀਤੀ ਹੈ। — [248, 424, 350, 508]
article-headline: ਸਿੱਖ ਸੰਗਤਾਂ ਸਿੱਖ ਸਰੋਕਾਰਾਂ (ਮੁੱਦਿਆਂ) ਦੀ ਗੱਲ ਕਰਨ ਵਾਲੇ ਉਮੀਦਵਾਰ ਨੂੰ ਵੋਟ ਪਾਉਣ - ਸਿੱਖ ਜਥੇਬੰਦੀਆਂ — [600, 39, 905, 75]
sabha-meeting-photo — [490, 396, 741, 506]
article-sikh-jathebandian — [600, 38, 945, 368]
article-body: ਬਾਘਾਪੁਰਾਣਾ, 22 ਅਪ੍ਰੈਲ (ਰਜਿੰਦਰ ਸਿੰਘ ਕੋਟਲਾ)- ਗੁਰਮਤਿ ਰਾਗੀ ਗ੍ਰੰਥੀ ਸਭਾ ਮੋਗਾ ਸਰਕਲ ਬਾਘਾਪੁਰਾਣਾ ਦੀ ਮਹੀਨਾਵਾਰ ਮੀਟਿੰਗ ਗੁਰਦੁਆਰਾ ਸਾਹਿਬ ਵਿਖੇ ਹੋਈ ਜਿਸ ਵਿਚ ਸਭਾ ਦੇ ਅਹੁਦੇਦਾਰਾਂ ਅਤੇ ਮੈਂਬਰਾਂ ਨੇ ਸ਼ਮੂਲੀਅਤ ਕੀਤੀ। ਮੀਟਿੰਗ ਦੌਰਾਨ ਰਾਗੀ ਅਤੇ ਗ੍ਰੰਥੀ ਸਿੰਘਾਂ ਨੂੰ ਆ ਰਹੀਆਂ ਮੁਸ਼ਕਲਾਂ ਬਾਰੇ ਵਿਚਾਰ ਚਰਚਾ ਕੀਤੀ ਗਈ। ਸਭਾ ਦੇ ਪ੍ਰਧਾਨ ਨੇ ਕਿਹਾ ਕਿ ਗ੍ਰੰਥੀ ਸਿੰਘਾਂ ਦੀਆਂ ਤਨਖ਼ਾਹਾਂ ਵਿਚ ਵਾਧਾ ਕੀਤਾ ਜਾਣਾ ਚਾਹੀਦਾ ਹੈ। ਇਸ ਮੌਕੇ ਵੱਡੀ ਗਿਣਤੀ ਵਿਚ ਮੈਂਬਰ ਹਾਜ਼ਰ ਸਨ। — [356, 398, 486, 474]
article-subhead: ਤਖ਼ਤ ਸ੍ਰੀ ਕੇਸਗੜ੍ਹ ਸਾਹਿਬ ਦੇ ਜਥੇਦਾਰ ਤੇ ਸੰਤਾਂ-ਮਹਾਂਪੁਰਸ਼ਾਂ ਨੇ ਭਰੀ ਹਾਜ਼ਰੀ — [0, 1308, 95, 1324]
article-body: ਅੰਮ੍ਰਿਤਸਰ, 22 ਅਪ੍ਰੈਲ (ਜਸਪਾਲ ਸਿੰਘ)- ਸ਼੍ਰੋਮਣੀ ਗੁਰਦੁਆਰਾ ਪ੍ਰਬੰਧਕ ਕਮੇਟੀ ਦੀ ਧਰਮ ਪ੍ਰਚਾਰ ਕਮੇਟੀ ਵੱਲੋਂ ਸਾਲ 2023 ਵਿਚ ਲਈ ਗਈ ਧਾਰਮਿਕ ਪ੍ਰੀਖਿਆ ਦਾ ਨਤੀਜਾ ਐਲਾਨ ਦਿੱਤਾ ਗਿਆ ਹੈ। ਇਸ ਸਬੰਧੀ ਜਾਣਕਾਰੀ ਦਿੰਦਿਆਂ ਸ਼੍ਰੋਮਣੀ ਕਮੇਟੀ ਦੇ ਮੈਂਬਰ ਭਾਈ ਮਨਜੀਤ ਸਿੰਘ ਅਤੇ ਭਾਈ ਅਜਾਇਬ ਸਿੰਘ ਅਭਿਆਸੀ ਨੇ ਦੱਸਿਆ ਕਿ ਸ਼੍ਰੋਮਣੀ ਕਮੇਟੀ ਵੱਲੋਂ ਹਰ ਸਾਲ ਸਕੂਲਾਂ ਅਤੇ ਕਾਲਜਾਂ ਦੇ ਵਿਦਿਆਰਥੀਆਂ ਦੀ ਧਾਰਮਿਕ ਪ੍ਰੀਖਿਆ ਲਈ ਜਾਂਦੀ ਹੈ। ਇਸ ਵਾਰ 1549 ਵਿਦਿਆਰਥੀਆਂ ਨੂੰ 29 ਲੱਖ 88 ਹਜ਼ਾਰ ਰੁਪਏ ਦੀ ਵਜ਼ੀਫ਼ਾ ਰਾਸ਼ੀ ਦਿੱਤੀ ਜਾਵੇਗੀ। ਉਨ੍ਹਾਂ ਕਿਹਾ ਕਿ ਧਾਰਮਿਕ ਪ੍ਰੀਖਿਆ ਦਾ ਮਕਸਦ ਨੌਜਵਾਨ ਪੀੜ੍ਹੀ ਨੂੰ ਸਿੱਖ ਇਤਿਹਾਸ ਅਤੇ ਗੁਰਮਤਿ ਸਿਧਾਂਤਾਂ ਨਾਲ ਜੋੜਨਾ ਹੈ। ਇਸ ਮੌਕੇ ਸਕੱਤਰ ਸ. ਸਿਮਰਜੀਤ ਸਿੰਘ, ਇੰਚਾਰਜ ਸ. ਜਗਜੀਤ ਸਿੰਘ ਅਤੇ ਹੋਰ ਮੌਜੂਦ ਸਨ। ਵਿਦਿਆਰਥੀਆਂ ਨੂੰ ਵਜ਼ੀਫ਼ੇ ਦੀ ਰਾਸ਼ੀ ਜਲਦ ਹੀ ਉਨ੍ਹਾਂ ਦੇ ਖਾਤਿਆਂ ਵਿਚ ਭੇਜ ਦਿੱਤੀ ਜਾਵੇਗੀ। — [0, 194, 230, 278]
birthday-photo — [879, 1450, 939, 1494]
page-number: 10 — [4, 1, 31, 28]
article-body: ਨਾਨਕਸਰ ਕਲੇਰਾਂ, 22 ਅਪ੍ਰੈਲ (ਜਸਮੀਤ ਸਿੰਘ)- ਸੰਤ ਬਾਬਾ ਜੋਗਿੰਦਰ ਸਿੰਘ ਸਾਧ ਸੱਚਖੰਡ ਸ੍ਰੀ ਭੌਰਾ ਸਾਹਿਬ ਵਾਲਿਆਂ ਦੇ ਜਨਮ ਦਿਨ ਦੀ ਖ਼ੁਸ਼ੀ ਵਿਚ ਤਿੰਨ ਰੋਜ਼ਾ ਧਾਰਮਿਕ ਸਮਾਗਮ ਕਰਵਾਏ ਗਏ। ਸਮਾਗਮ ਦੌਰਾਨ ਪੰਥ ਪ੍ਰਸਿੱਧ ਰਾਗੀ, ਢਾਡੀ ਅਤੇ ਕਥਾਵਾਚਕਾਂ ਨੇ ਸੰਗਤਾਂ ਨੂੰ ਗੁਰ ਇਤਿਹਾਸ ਨਾਲ ਜੋੜਿਆ। ਅਖ਼ੀਰਲੇ ਦਿਨ ਸ੍ਰੀ ਅਖੰਡ ਪਾਠ ਸਾਹਿਬ ਦੇ ਭੋਗ ਪਾਏ ਗਏ ਅਤੇ ਵੱਖ-ਵੱਖ ਸ਼ਖ਼ਸੀਅਤਾਂ ਦਾ ਸਨਮਾਨ ਕੀਤਾ ਗਿਆ। ਸੰਗਤਾਂ ਨੇ ਵੱਡੀ ਗਿਣਤੀ ਵਿਚ ਹਾਜ਼ਰੀ ਭਰੀ। — [234, 1022, 354, 1106]
birthday-label: ਜਨਮ ਦਿਨ ਮੁਬਾਰਕ — [873, 1437, 944, 1448]
article-body: ਲੁਧਿਆਣਾ, 22 ਅਪ੍ਰੈਲ (ਕਰਨੈਲ ਸਿੰਘ)- ਰਾਮਗੜ੍ਹੀਆ ਸਭਾ ਦੇ ਆਗੂ ਠੇਕੇਦਾਰ ਮਨਜੀਤ ਸਿੰਘ ਨੇ ਮੰਤਰੀ ਲਾਲਜੀਤ ਭੁੱਲਰ ਵੱਲੋਂ ਰਾਮਗੜ੍ਹੀਆ ਅਤੇ ਸੁਨਿਆਰ ਬਰਾਦਰੀ ਖਿਲਾਫ਼ ਕੀਤੀ ਗਈ ਟਿੱਪਣੀ ਦੀ ਸਖ਼ਤ ਨਿੰਦਾ ਕੀਤੀ ਹੈ। ਉਨ੍ਹਾਂ ਚੋਣ ਕਮਿਸ਼ਨ ਤੋਂ ਮੰਗ ਕੀਤੀ ਕਿ ਮੰਤਰੀ ਖਿਲਾਫ਼ ਤੁਰੰਤ ਕਾਰਵਾਈ ਕੀਤੀ ਜਾਵੇ। ਉਨ੍ਹਾਂ ਕਿਹਾ ਕਿ ਬਰਾਦਰੀ ਦੇ ਲੋਕ ਇਸ ਟਿੱਪਣੀ ਕਾਰਨ ਡੂੰਘੇ ਦੁਖੀ ਹਨ ਅਤੇ ਮੰਤਰੀ ਨੂੰ ਤੁਰੰਤ ਮੁਆਫ਼ੀ ਮੰਗਣੀ ਚਾਹੀਦੀ ਹੈ। — [66, 430, 172, 514]
article-body: ਫ਼ਤਿਹਗੜ੍ਹ ਸਾਹਿਬ, 22 ਅਪ੍ਰੈਲ (ਜਸਪਾਲ ਸਿੰਘ)- ਦਲ ਖ਼ਾਲਸਾ ਨੇ ਜੂਨ 1984 ਦੇ ਤੀਜੇ ਘੱਲੂਘਾਰੇ ਦੀ 40ਵੀਂ ਵਰ੍ਹੇਗੰਢ ਪਿੰਡ-ਪਿੰਡ ਮਨਾਉਣ ਦਾ ਫ਼ੈਸਲਾ ਕੀਤਾ ਹੈ। ਜਥੇਬੰਦੀ ਦੇ ਆਗੂਆਂ ਨੇ ਕਿਹਾ ਕਿ ਨਵੀਂ ਪੀੜ੍ਹੀ ਨੂੰ ਉਸ ਦੁਖਾਂਤ ਬਾਰੇ ਜਾਣਕਾਰੀ ਦੇਣ ਲਈ ਥਾਂ-ਥਾਂ ਸਮਾਗਮ ਕਰਵਾਏ ਜਾਣਗੇ। ਇਸ ਲਈ ਵੱਖ-ਵੱਖ ਸਿੱਖ ਜਥੇਬੰਦੀਆਂ ਅਤੇ ਸੰਸਥਾਵਾਂ ਨਾਲ ਤਾਲਮੇਲ ਕੀਤਾ ਜਾ ਰਿਹਾ ਹੈ। — [708, 1002, 806, 1086]
article-dharmik-prikhia — [0, 38, 365, 368]
article-body-continued: ਜਗਰਾਉਂ, 22 ਅਪ੍ਰੈਲ (ਜਸਮੀਤ ਸਿੰਘ)- ਸਥਾਨਕ ਸ਼ਹਿਰ ਦੇ ਮੁਹੱਲਾ ਵਿਚ ਦੇਰ ਰਾਤ ਤੇਜ਼ਧਾਰ ਹਥਿਆਰਾਂ ਨਾਲ ਇਕ ਨੌਜਵਾਨ ਦਾ ਕਤਲ ਕਰ ਦਿੱਤਾ ਗਿਆ। ਮ੍ਰਿਤਕ ਦੀ ਪਛਾਣ 21 ਸਾਲਾ ਨੌਜਵਾਨ ਵਜੋਂ ਹੋਈ ਹੈ। ਪੁਲਿਸ ਨੇ ਪਰਿਵਾਰ ਦੇ ਬਿਆਨਾਂ 'ਤੇ ਮਾਮਲਾ ਦਰਜ ਕਰਕੇ ਦੋਸ਼ੀਆਂ ਦੀ ਭਾਲ ਸ਼ੁਰੂ ਕਰ ਦਿੱਤੀ ਹੈ। ਦੱਸਿਆ ਜਾ ਰਿਹਾ ਹੈ ਕਿ ਆਪਸੀ ਰੰਜਿਸ਼ ਕਾਰਨ ਇਹ ਵਾਰਦਾਤ ਵਾਪਰੀ। ਪਰਿਵਾਰ ਨੇ ਇਨਸਾਫ਼ ਦੀ ਮੰਗ ਕੀਤੀ ਹੈ। — [178, 508, 350, 567]
masthead-stripe — [215, 12, 755, 17]
